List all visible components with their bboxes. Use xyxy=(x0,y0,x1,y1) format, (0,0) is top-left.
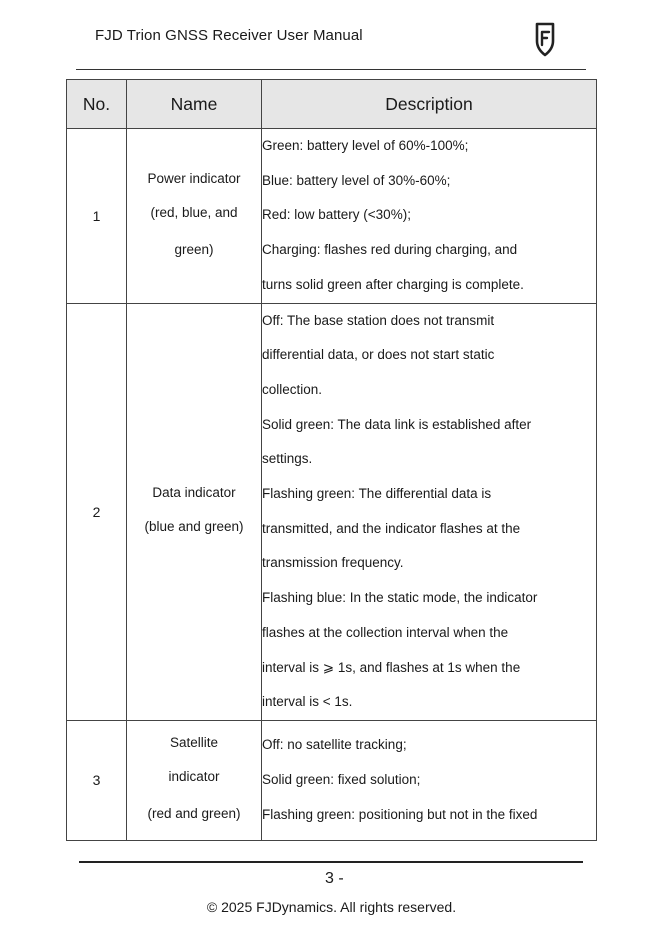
name-line: (blue and green) xyxy=(144,519,244,535)
copyright-notice: © 2025 FJDynamics. All rights reserved. xyxy=(206,899,457,915)
description-line: interval is ⩾ 1s, and flashes at 1s when the xyxy=(262,659,521,675)
header-divider xyxy=(76,69,586,70)
column-header-name: Name xyxy=(127,80,262,129)
row-number: 2 xyxy=(67,303,127,720)
description-line: turns solid green after charging is complete. xyxy=(262,276,524,292)
page-number: 3 - xyxy=(325,870,344,887)
description-line: Off: no satellite tracking; xyxy=(262,737,407,753)
name-line: Satellite xyxy=(169,735,219,751)
description-line: Flashing green: The differential data is xyxy=(262,486,492,502)
row-number: 3 xyxy=(67,720,127,840)
description-line: Flashing blue: In the static mode, the indicator xyxy=(262,590,538,606)
description-line: flashes at the collection interval when the xyxy=(262,624,509,640)
indicator-name xyxy=(127,720,262,840)
name-line: (red and green) xyxy=(147,806,241,822)
description-line: Solid green: fixed solution; xyxy=(262,772,421,788)
description-line: Solid green: The data link is established after xyxy=(262,416,532,432)
table-row xyxy=(67,720,597,840)
column-header-description: Description xyxy=(262,80,597,129)
indicator-name xyxy=(127,303,262,720)
description-line: transmission frequency. xyxy=(262,555,404,571)
description-line: interval is < 1s. xyxy=(262,694,353,710)
description-line: Flashing green: positioning but not in the fixed xyxy=(262,806,538,822)
indicator-description xyxy=(262,303,597,720)
description-line: Charging: flashes red during charging, and xyxy=(262,242,518,258)
indicator-description xyxy=(262,129,597,304)
table-row xyxy=(67,129,597,304)
name-line: Power indicator xyxy=(147,170,241,186)
description-line: differential data, or does not start static xyxy=(262,347,495,363)
description-line: settings. xyxy=(262,451,313,467)
fjd-logo-icon xyxy=(534,19,556,57)
document-title: FJD Trion GNSS Receiver User Manual xyxy=(95,27,363,44)
indicator-table xyxy=(66,79,597,841)
table-header-row xyxy=(67,80,597,129)
footer-divider xyxy=(79,861,583,863)
row-number: 1 xyxy=(67,129,127,304)
name-line: Data indicator xyxy=(152,485,236,501)
name-line: (red, blue, and xyxy=(150,204,238,220)
table-row xyxy=(67,303,597,720)
description-line: Blue: battery level of 30%-60%; xyxy=(262,172,451,188)
name-line: indicator xyxy=(168,769,220,785)
description-line: Off: The base station does not transmit xyxy=(262,312,495,328)
name-line: green) xyxy=(174,241,214,257)
indicator-name xyxy=(127,129,262,304)
column-header-no: No. xyxy=(67,80,127,129)
description-line: Green: battery level of 60%-100%; xyxy=(262,138,469,153)
description-line: transmitted, and the indicator flashes at the xyxy=(262,520,521,536)
description-line: Red: low battery (<30%); xyxy=(262,207,411,223)
indicator-description xyxy=(262,720,597,840)
description-line: collection. xyxy=(262,381,323,397)
